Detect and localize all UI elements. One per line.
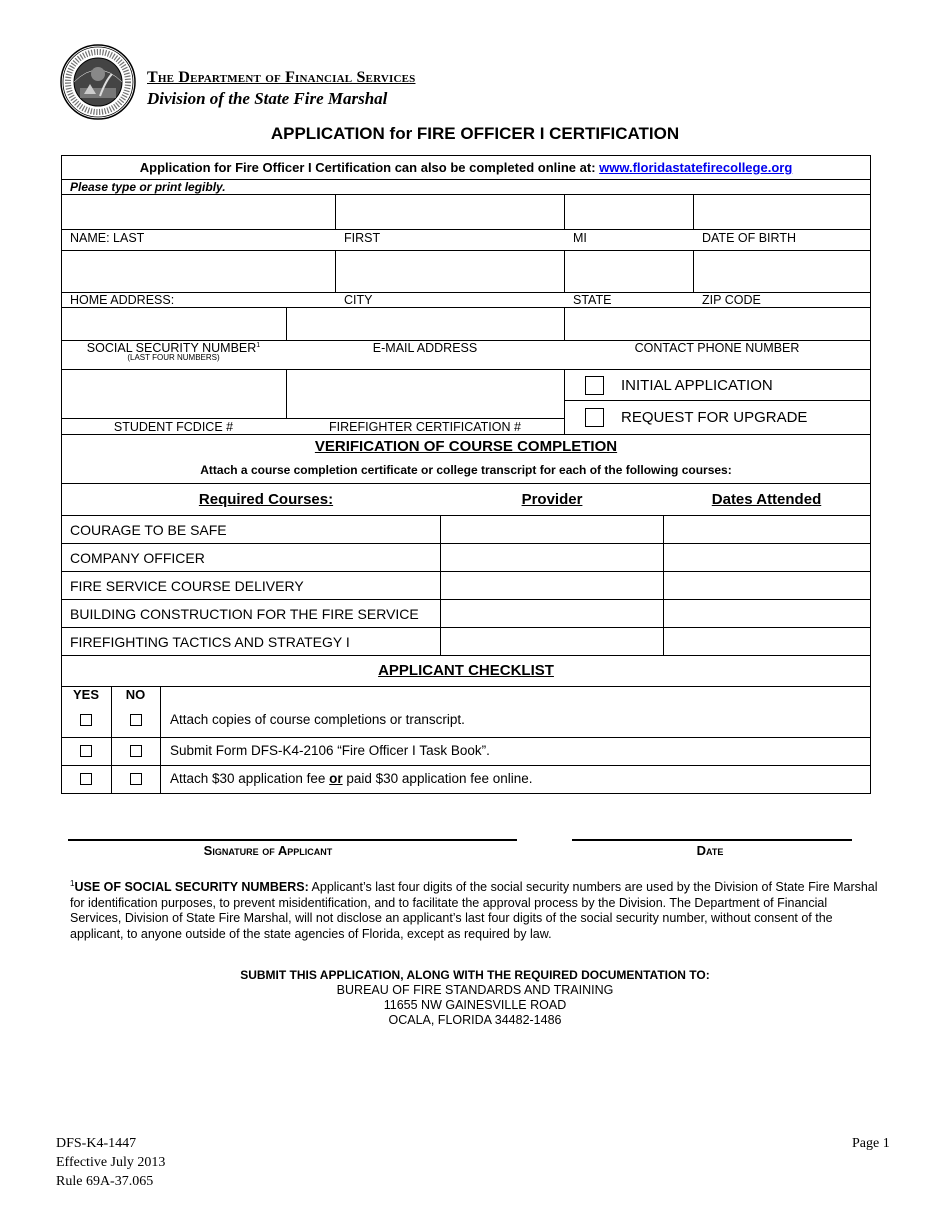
state-label: STATE	[573, 293, 612, 307]
checklist-item-3	[170, 771, 533, 786]
checklist-2-yes-checkbox[interactable]	[80, 745, 92, 757]
ssn-sublabel: (LAST FOUR NUMBERS)	[127, 353, 220, 362]
first-name-label: FIRST	[344, 231, 381, 245]
online-url-link[interactable]: www.floridastatefirecollege.org	[599, 160, 793, 175]
state-field[interactable]	[565, 251, 693, 292]
initial-application-checkbox[interactable]	[585, 376, 604, 395]
checklist-3-yes-checkbox[interactable]	[80, 773, 92, 785]
checklist-2-no-checkbox[interactable]	[130, 745, 142, 757]
col-required-courses: Required Courses:	[198, 491, 334, 508]
provider-field-2[interactable]	[441, 544, 663, 571]
ssn-footnote-mark: 1	[256, 341, 261, 349]
first-name-field[interactable]	[336, 195, 564, 229]
instruction-text: Please type or print legibly.	[70, 180, 226, 194]
checklist-item-3-or: or	[329, 771, 343, 786]
dob-label: DATE OF BIRTH	[702, 231, 796, 245]
ssn-note-heading: USE OF SOCIAL SECURITY NUMBERS:	[74, 880, 309, 895]
dates-field-3[interactable]	[664, 572, 870, 599]
department-name: The Department of Financial Services	[147, 69, 416, 86]
email-label: E-MAIL ADDRESS	[372, 341, 478, 355]
ff-cert-field[interactable]	[287, 370, 564, 418]
student-fcdice-label: STUDENT FCDICE #	[113, 420, 234, 434]
provider-field-5[interactable]	[441, 628, 663, 655]
online-note	[61, 160, 871, 175]
city-field[interactable]	[336, 251, 564, 292]
checklist-item-1: Attach copies of course completions or transcript.	[170, 712, 465, 727]
provider-field-3[interactable]	[441, 572, 663, 599]
checklist-title: APPLICANT CHECKLIST	[378, 662, 554, 679]
submit-address-block	[0, 968, 950, 1028]
city-label: CITY	[344, 293, 373, 307]
dates-field-5[interactable]	[664, 628, 870, 655]
form-footer	[56, 1134, 165, 1191]
rule-number: Rule 69A-37.065	[56, 1174, 154, 1189]
division-name: Division of the State Fire Marshal	[147, 89, 388, 108]
ssn-note-text: Applicant’s last four digits of the social security numbers are used by the Division of State Fire Marshal for identification purposes, to prevent misidentification, and to facilitate the approval process by the Division. The Department of Financial Services, Division of State Fire Marshal, will not disclose an applicant’s last four digits of the social security number, without consent of the applicant, to anyone outside of the state agencies of Florida, except as required by law.	[70, 880, 878, 941]
checklist-item-3-c: paid $30 application fee online.	[342, 771, 533, 786]
yes-header: YES	[72, 687, 99, 702]
dates-field-1[interactable]	[664, 516, 870, 543]
home-address-label: HOME ADDRESS:	[70, 293, 175, 307]
last-name-label: NAME: LAST	[70, 231, 145, 245]
signature-date-field[interactable]	[572, 841, 852, 842]
submit-heading: SUBMIT THIS APPLICATION, ALONG WITH THE REQUIRED DOCUMENTATION TO:	[240, 968, 710, 982]
submit-line-1: BUREAU OF FIRE STANDARDS AND TRAINING	[336, 983, 614, 997]
checklist-item-3-a: Attach $30 application fee	[170, 771, 330, 786]
no-header: NO	[125, 687, 146, 702]
signature-label: Signature of Applicant	[203, 843, 333, 858]
submit-line-2: 11655 NW GAINESVILLE ROAD	[383, 998, 567, 1012]
phone-field[interactable]	[565, 308, 870, 340]
col-provider: Provider	[521, 491, 583, 508]
ssn-label-text: SOCIAL SECURITY NUMBER	[86, 341, 257, 355]
course-row-4: BUILDING CONSTRUCTION FOR THE FIRE SERVICE	[70, 606, 419, 622]
home-address-field[interactable]	[62, 251, 335, 292]
dates-field-2[interactable]	[664, 544, 870, 571]
page-number: Page 1	[852, 1136, 890, 1151]
ssn-field[interactable]	[62, 308, 286, 340]
zip-field[interactable]	[694, 251, 870, 292]
florida-seal-logo	[60, 44, 136, 120]
ssn-note-mark: 1	[70, 879, 75, 888]
verification-subtitle: Attach a course completion certificate or college transcript for each of the following courses:	[200, 463, 732, 477]
student-fcdice-field[interactable]	[62, 370, 286, 418]
dates-field-4[interactable]	[664, 600, 870, 627]
verification-title: VERIFICATION OF COURSE COMPLETION	[314, 438, 618, 455]
date-label: Date	[696, 843, 724, 858]
online-note-text: Application for Fire Officer I Certification can also be completed online at:	[139, 160, 600, 175]
checklist-item-2: Submit Form DFS-K4-2106 “Fire Officer I Task Book”.	[170, 743, 490, 758]
submit-line-3: OCALA, FLORIDA 34482-1486	[388, 1013, 562, 1027]
course-row-5: FIREFIGHTING TACTICS AND STRATEGY I	[70, 634, 350, 650]
ssn-disclosure-note	[70, 876, 880, 942]
request-upgrade-checkbox[interactable]	[585, 408, 604, 427]
provider-field-4[interactable]	[441, 600, 663, 627]
effective-date: Effective July 2013	[56, 1155, 166, 1170]
mi-label: MI	[573, 231, 587, 245]
form-number: DFS-K4-1447	[56, 1136, 137, 1151]
phone-label: CONTACT PHONE NUMBER	[634, 341, 800, 355]
checklist-1-yes-checkbox[interactable]	[80, 714, 92, 726]
course-row-3: FIRE SERVICE COURSE DELIVERY	[70, 578, 304, 594]
last-name-field[interactable]	[62, 195, 335, 229]
ff-cert-label: FIREFIGHTER CERTIFICATION #	[329, 420, 521, 434]
course-row-1: COURAGE TO BE SAFE	[70, 522, 227, 538]
course-row-2: COMPANY OFFICER	[70, 550, 205, 566]
applicant-signature-field[interactable]	[68, 841, 517, 842]
email-field[interactable]	[287, 308, 564, 340]
initial-application-label: INITIAL APPLICATION	[621, 377, 773, 394]
page-title: APPLICATION for FIRE OFFICER I CERTIFICATION	[270, 124, 680, 143]
request-upgrade-label: REQUEST FOR UPGRADE	[621, 409, 808, 426]
checklist-3-no-checkbox[interactable]	[130, 773, 142, 785]
checklist-1-no-checkbox[interactable]	[130, 714, 142, 726]
provider-field-1[interactable]	[441, 516, 663, 543]
col-dates-attended: Dates Attended	[711, 491, 822, 508]
mi-field[interactable]	[565, 195, 693, 229]
dob-field[interactable]	[694, 195, 870, 229]
zip-label: ZIP CODE	[702, 293, 761, 307]
